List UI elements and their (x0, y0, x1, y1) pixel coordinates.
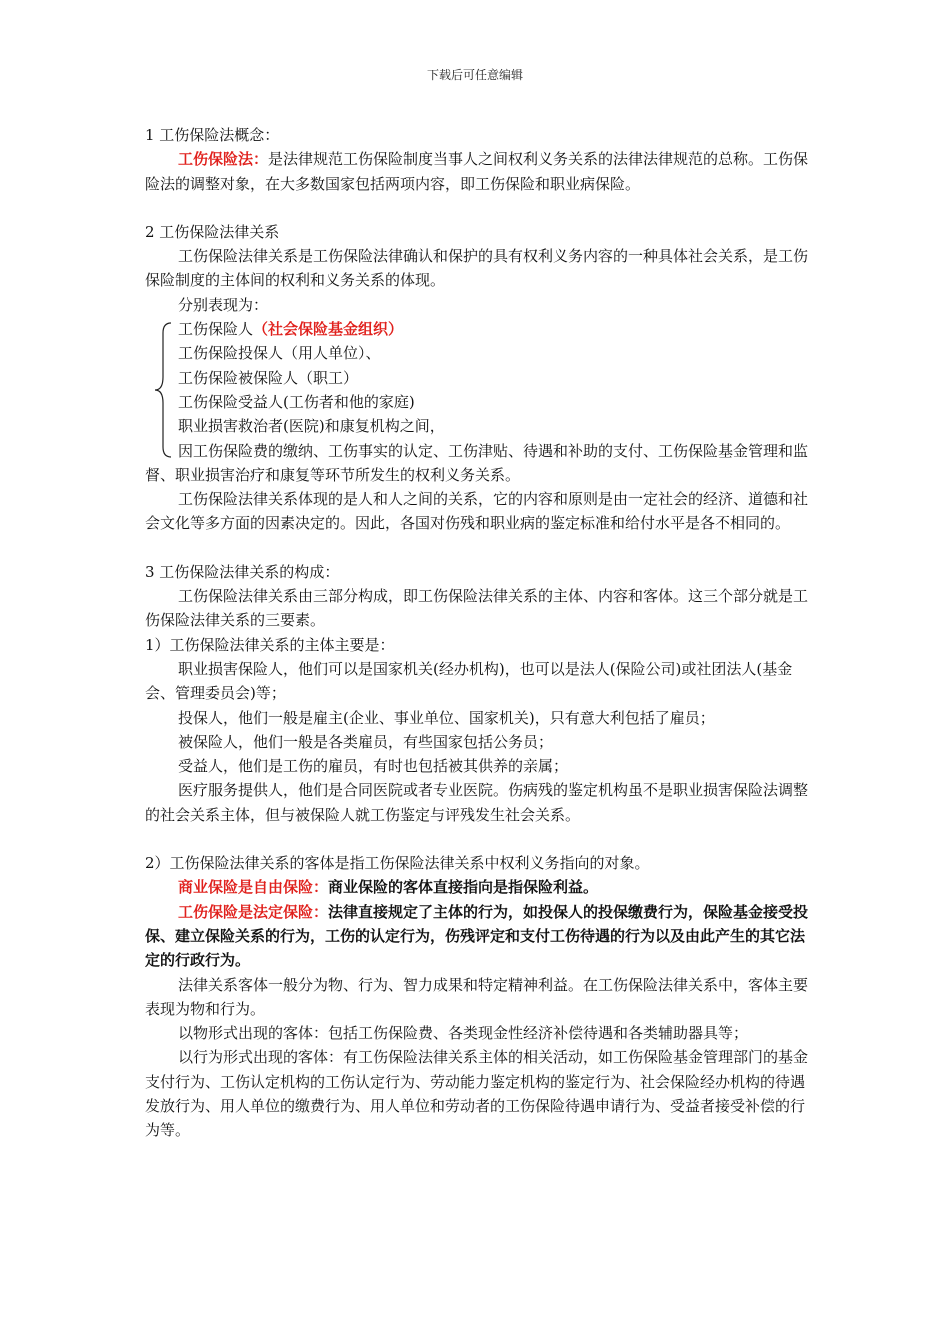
section-1-heading: 1 工伤保险法概念： (145, 126, 280, 144)
paragraph: 投保人，他们一般是雇主(企业、事业单位、国家机关)，只有意大利包括了雇员； (178, 708, 715, 727)
section-3-heading: 3 工伤保险法律关系的构成： (145, 562, 340, 581)
section-1-definition (145, 147, 815, 196)
paragraph: 医疗服务提供人，他们是合同医院或者专业医院。伤病残的鉴定机构虽不是职业损害保险法调整的社会关系主体，但与被保险人就工伤鉴定与评残发生社会关系。 (145, 781, 809, 824)
list-item: 工伤保险受益人(工伤者和他的家庭) (178, 392, 415, 411)
statutory-insurance-paragraph: 工伤保险是法定保险：法律直接规定了主体的行为，如投保人的投保缴费行为，保险基金接受投保、建立保险关系的行为，工伤的认定行为，伤残评定和支付工伤待遇的行为以及由此产生的其它法定的行政行为。 (145, 902, 809, 970)
term-definition: 是法律规范工伤保险制度当事人之间权利义务关系的法律法律规范的总称。工伤保险法的调整对象，在大多数国家包括两项内容，即工伤保险和职业病保险。 (145, 150, 809, 193)
paragraph: 受益人，他们是工伤的雇员，有时也包括被其供养的亲属； (178, 757, 569, 776)
term-label: 工伤保险法： (178, 150, 269, 169)
commercial-insurance-paragraph: 商业保险是自由保险：商业保险的客体直接指向是指保险利益。 (178, 878, 599, 897)
subsection-heading: 1）工伤保险法律关系的主体主要是： (145, 635, 395, 654)
paragraph: 工伤保险法律关系是工伤保险法律确认和保护的具有权利义务内容的一种具体社会关系，是工伤保险制度的主体间的权利和义务关系的体现。 (145, 247, 809, 290)
curly-brace-icon (151, 321, 175, 459)
paragraph: 法律关系客体一般分为物、行为、智力成果和特定精神利益。在工伤保险法律关系中，客体主要表现为物和行为。 (145, 975, 809, 1018)
paragraph: 因工伤保险费的缴纳、工伤事实的认定、工伤津贴、待遇和补助的支付、工伤保险基金管理和监督、职业损害治疗和康复等环节所发生的权利义务关系。 (145, 441, 809, 484)
subsection-heading: 2）工伤保险法律关系的客体是指工伤保险法律关系中权利义务指向的对象。 (145, 854, 650, 873)
parties-list (145, 317, 815, 487)
section-2-heading: 2 工伤保险法律关系 (145, 222, 280, 241)
paragraph: 被保险人，他们一般是各类雇员，有些国家包括公务员； (178, 732, 554, 751)
paragraph: 以行为形式出现的客体：有工伤保险法律关系主体的相关活动，如工伤保险基金管理部门的基金支付行为、工伤认定机构的工伤认定行为、劳动能力鉴定机构的鉴定行为、社会保险经办机构的待遇发放行为、用人单位的缴费行为、用人单位和劳动者的工伤保险待遇申请行为、受益者接受补偿的行为等。 (145, 1048, 809, 1140)
paragraph: 工伤保险法律关系由三部分构成，即工伤保险法律关系的主体、内容和客体。这三个部分就是工伤保险法律关系的三要素。 (145, 587, 809, 630)
list-item: 工伤保险被保险人（职工） (178, 368, 359, 387)
document-body (145, 123, 815, 1143)
paragraph: 工伤保险法律关系体现的是人和人之间的关系，它的内容和原则是由一定社会的经济、道德和社会文化等多方面的因素决定的。因此，各国对伤残和职业病的鉴定标准和给付水平是各不相同的。 (145, 490, 809, 533)
page-header: 下载后可任意编辑 (426, 68, 523, 82)
paragraph: 以物形式出现的客体：包括工伤保险费、各类现金性经济补偿待遇和各类辅助器具等； (178, 1024, 749, 1043)
paragraph: 分别表现为： (178, 295, 269, 314)
list-item: 工伤保险人（社会保险基金组织） (178, 320, 404, 339)
paragraph: 职业损害保险人，他们可以是国家机关(经办机构)，也可以是法人(保险公司)或社团法人(基金会、管理委员会)等； (145, 659, 793, 703)
list-item: 职业损害救治者(医院)和康复机构之间， (178, 417, 445, 436)
list-item: 工伤保险投保人（用人单位）、 (178, 344, 381, 363)
